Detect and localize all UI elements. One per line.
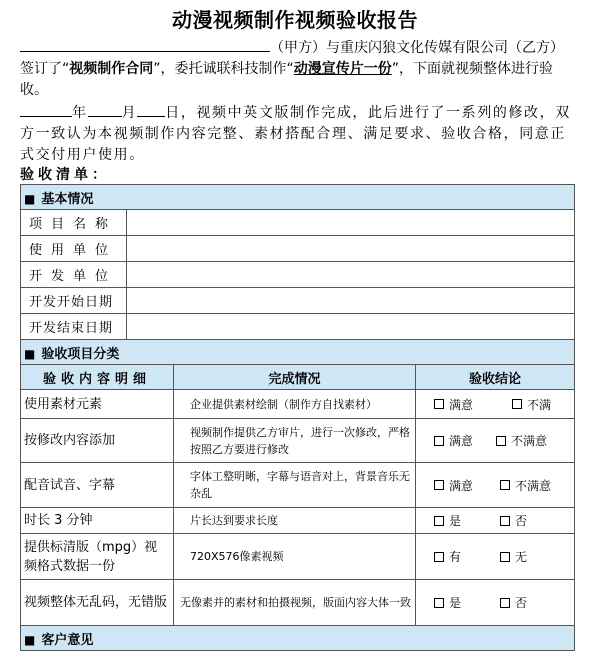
option-unsatisfied[interactable] [512,396,551,413]
option-satisfied[interactable] [434,477,500,494]
row-conclusion [416,390,575,419]
square-bullet-icon: ■ [24,632,36,647]
table-row [21,419,575,463]
option-no[interactable] [500,594,527,611]
year-label: 年 [72,105,88,121]
row-status: 无像素并的素材和拍摄视频，版面内容大体一致 [174,580,416,626]
row-conclusion [416,534,575,580]
row-item: 使用素材元素 [21,390,174,419]
table-header-row [21,365,575,390]
row-conclusion [416,463,575,508]
option-unsatisfied[interactable] [500,477,551,494]
basic-row-start [21,288,575,314]
row-item: 提供标清版（mpg）视频格式数据一份 [21,534,174,580]
end-date-field[interactable] [127,314,575,340]
row-item: 配音试音、字幕 [21,463,174,508]
section-basic [21,185,575,210]
option-unsatisfied[interactable] [496,432,547,449]
section-customer [21,626,575,651]
project-name-field[interactable] [127,210,575,236]
option-has[interactable] [434,548,500,565]
row-status: 企业提供素材绘制（制作方自找素材） [174,390,416,419]
year-blank[interactable] [20,101,72,117]
checkbox-icon[interactable] [434,399,444,409]
row-item: 视频整体无乱码，无错版 [21,580,174,626]
option-yes[interactable] [434,512,500,529]
section-category [21,340,575,365]
option-label: 有 [449,550,462,564]
project-name: 动漫宣传片一份 [293,61,392,77]
option-label: 不满 [527,397,552,412]
option-label: 是 [449,596,462,610]
row-item: 按修改内容添加 [21,419,174,463]
intro-end-text: ”，下面就视频整体进行验收。 [20,61,554,98]
contract-name: 视频制作合同 [69,61,154,77]
option-label: 否 [515,596,528,610]
section-basic-label: 基本情况 [41,191,94,207]
row-status: 视频制作提供乙方审片，进行一次修改，严格按照乙方要进行修改 [174,419,416,463]
table-row [21,534,575,580]
option-label: 否 [515,514,528,528]
option-satisfied[interactable] [434,396,512,413]
basic-row-project [21,210,575,236]
intro-mid-text: ”，委托诚联科技制作“ [153,61,294,77]
row-status: 字体工整明晰，字幕与语音对上，背景音乐无杂乱 [174,463,416,508]
table-row [21,580,575,626]
month-label: 月 [121,105,138,121]
row-conclusion [416,419,575,463]
header-status: 完成情况 [174,365,416,390]
row-item: 时长 3 分钟 [21,508,174,534]
header-conclusion: 验收结论 [416,365,575,390]
checkbox-icon[interactable] [496,436,506,446]
option-label: 无 [515,550,528,564]
option-label: 是 [449,514,462,528]
option-satisfied[interactable] [434,432,496,449]
basic-row-developer [21,262,575,288]
option-label: 满意 [449,397,474,412]
field-label: 开发开始日期 [21,288,127,314]
checkbox-icon[interactable] [512,399,522,409]
checkbox-icon[interactable] [500,480,510,490]
option-yes[interactable] [434,594,500,611]
section-customer-label: 客户意见 [41,632,94,648]
square-bullet-icon: ■ [24,346,36,361]
field-label: 使用单位 [21,236,127,262]
header-content: 验收内容明细 [21,365,174,390]
acceptance-table [20,184,575,651]
checkbox-icon[interactable] [434,598,444,608]
checkbox-icon[interactable] [500,598,510,608]
checkbox-icon[interactable] [434,436,444,446]
developer-unit-field[interactable] [127,262,575,288]
checkbox-icon[interactable] [434,552,444,562]
field-label: 开发单位 [21,262,127,288]
option-none[interactable] [500,548,527,565]
document-title: 动漫视频制作视频验收报告 [172,8,418,32]
basic-row-end [21,314,575,340]
table-row [21,390,575,419]
row-status: 720X576像素视频 [174,534,416,580]
party-a-blank[interactable] [20,36,270,52]
basic-row-user [21,236,575,262]
option-label: 不满意 [511,434,548,448]
checkbox-icon[interactable] [500,552,510,562]
table-row [21,508,575,534]
intro-party-text: （甲方）与重庆闪狼文化传媒有限公司（乙方）签订了“ [20,40,564,77]
day-blank[interactable] [137,101,165,117]
row-status: 片长达到要求长度 [174,508,416,534]
option-label: 不满意 [515,478,552,493]
start-date-field[interactable] [127,288,575,314]
row-conclusion [416,580,575,626]
table-row [21,463,575,508]
checkbox-icon[interactable] [500,516,510,526]
square-bullet-icon: ■ [24,191,36,206]
intro-paragraph [20,36,575,166]
option-label: 满意 [449,478,474,493]
checklist-title: 验收清单： [20,167,110,183]
row-conclusion [416,508,575,534]
user-unit-field[interactable] [127,236,575,262]
checkbox-icon[interactable] [434,516,444,526]
option-no[interactable] [500,512,527,529]
field-label: 项目名称 [21,210,127,236]
section-category-label: 验收项目分类 [41,346,120,362]
field-label: 开发结束日期 [21,314,127,340]
month-blank[interactable] [88,101,122,117]
checkbox-icon[interactable] [434,480,444,490]
option-label: 满意 [449,434,474,448]
intro-completion-text: 日，视频中英文版制作完成，此后进行了一系列的修改，双方一致认为本视频制作内容完整、素材搭配合理、满足要求、验收合格，同意正式交付用户使用。 [20,105,571,163]
